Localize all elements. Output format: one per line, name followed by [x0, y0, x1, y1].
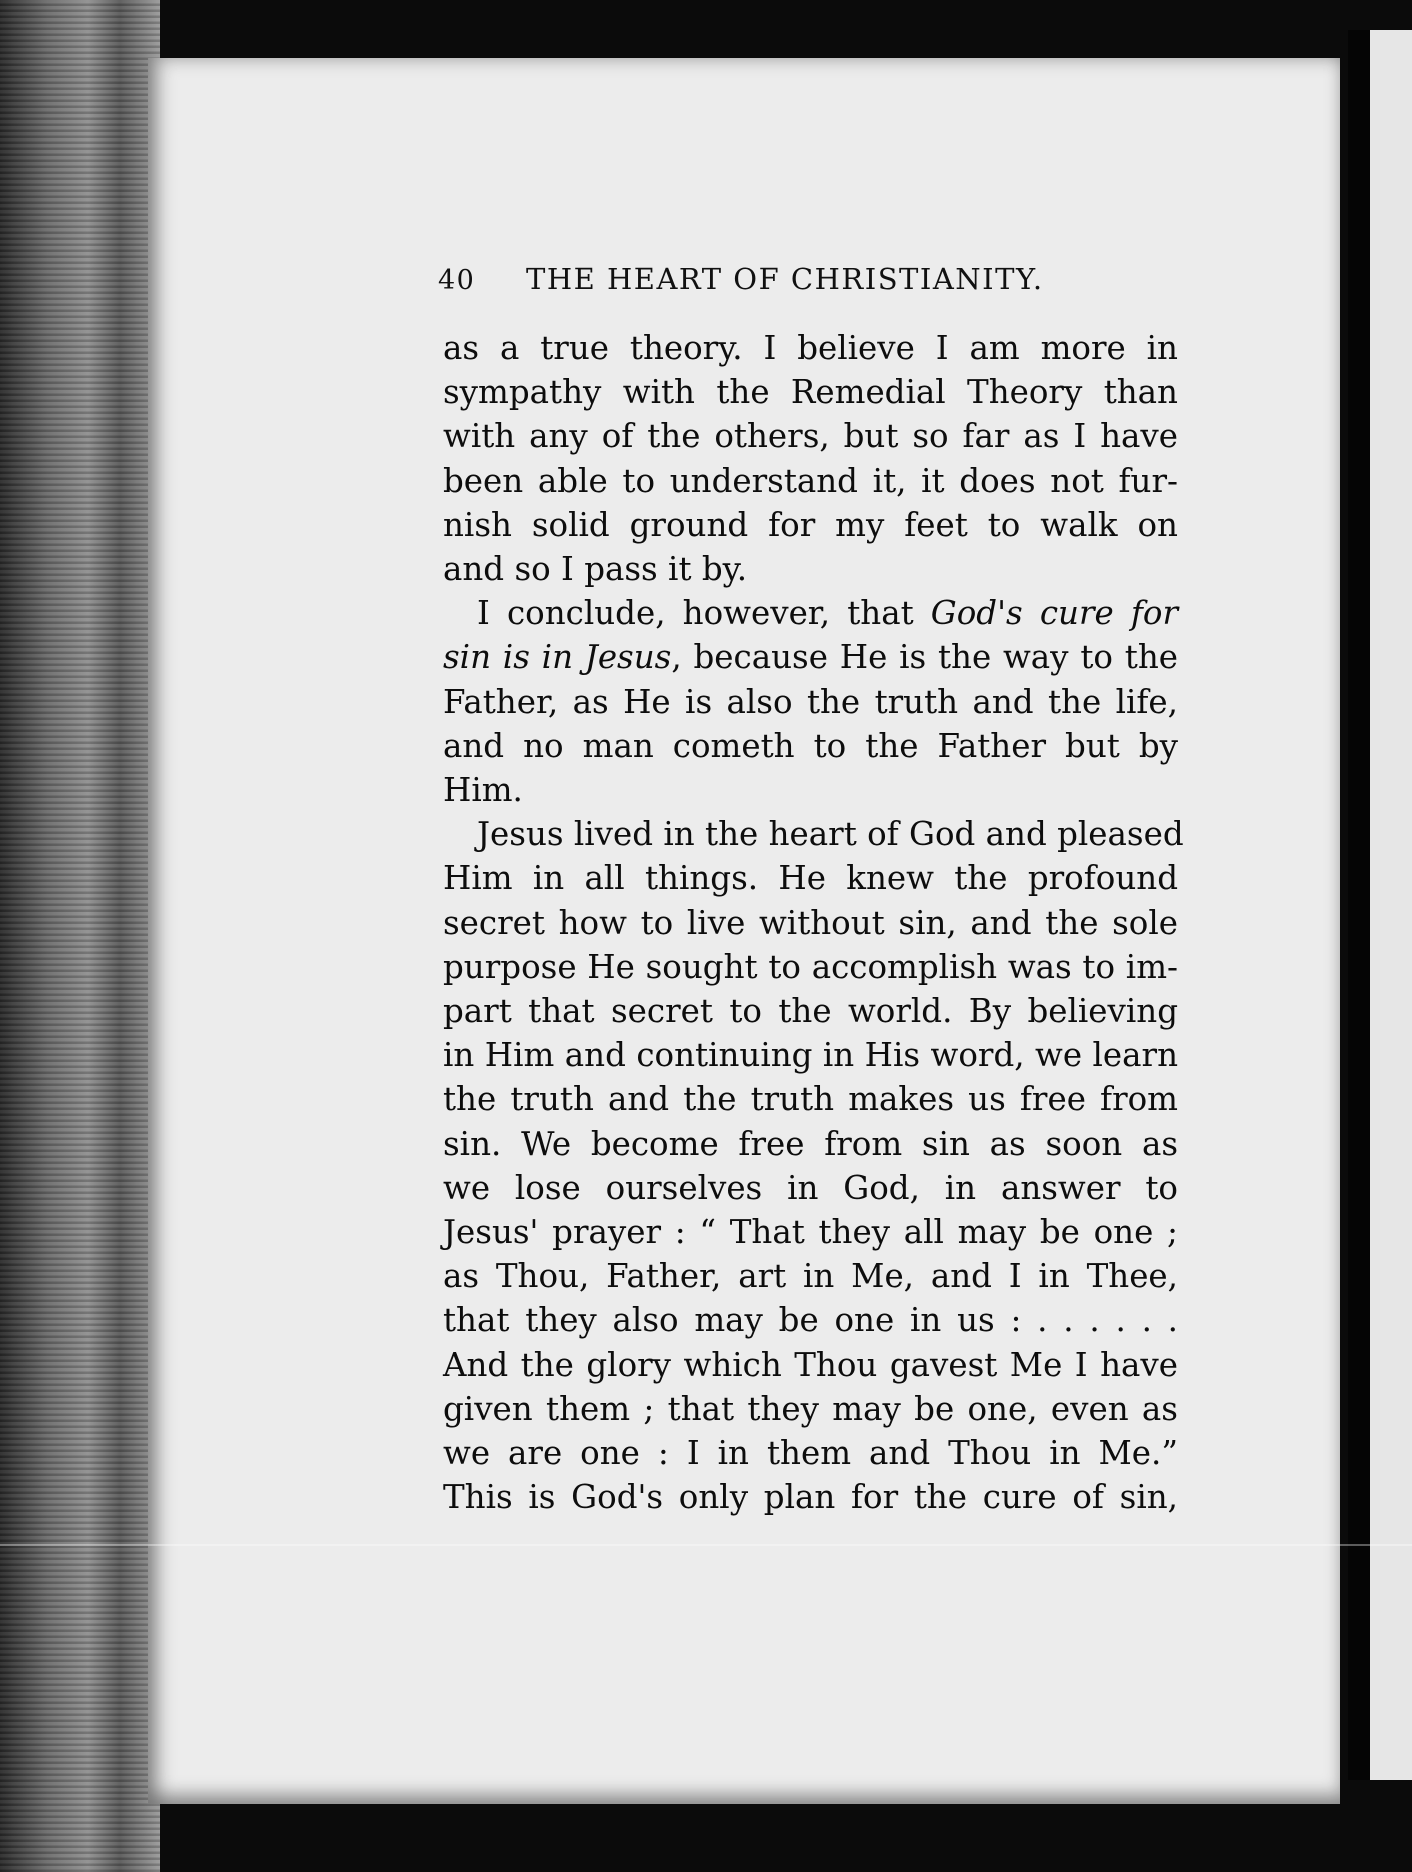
text-line: And the glory which Thou gavest Me I have [443, 1345, 1178, 1384]
text-line: given them ; that they may be one, even as [443, 1389, 1178, 1428]
book-binding-edge [0, 0, 160, 1872]
adjacent-page-edge [1370, 30, 1412, 1780]
text-line: Father, as He is also the truth and the life, [443, 682, 1178, 721]
text-line: This is God's only plan for the cure of sin, [443, 1478, 1178, 1517]
scan-artifact-line [0, 1544, 1412, 1546]
text-line: and so I pass it by. [443, 550, 748, 589]
text-line: that they also may be one in us : . . . . . . [443, 1301, 1178, 1340]
text-line: the truth and the truth makes us free from [443, 1080, 1178, 1119]
text-line-mixed [443, 591, 1178, 635]
text-line: nish solid ground for my feet to walk on [443, 505, 1178, 544]
text-line: Jesus lived in the heart of God and pleased [477, 815, 1184, 854]
running-head [438, 262, 1198, 296]
text-line-mixed [443, 635, 1178, 679]
text-line: sin. We become free from sin as soon as [443, 1124, 1178, 1163]
page-body-text [443, 326, 1184, 1519]
text-run: I conclude, however, that [477, 594, 931, 633]
text-line: as a true theory. I believe I am more in [443, 329, 1178, 367]
text-line: as Thou, Father, art in Me, and I in Thee, [443, 1257, 1178, 1296]
running-title: THE HEART OF CHRISTIANITY. [526, 262, 1044, 296]
text-line: part that secret to the world. By believing [443, 992, 1178, 1031]
text-line: sympathy with the Remedial Theory than [443, 373, 1178, 412]
text-line: with any of the others, but so far as I have [443, 417, 1178, 456]
text-line: we are one : I in them and Thou in Me.” [443, 1434, 1178, 1473]
text-line: purpose He sought to accomplish was to im- [443, 947, 1178, 986]
text-line: secret how to live without sin, and the sole [443, 903, 1178, 942]
text-line: Him. [443, 771, 523, 810]
text-line: Him in all things. He knew the profound [443, 859, 1178, 898]
text-line: we lose ourselves in God, in answer to [443, 1168, 1178, 1207]
text-run: , because He is the way to the [671, 638, 1178, 677]
italic-run: sin is in Jesus [443, 638, 672, 677]
page-number: 40 [438, 265, 476, 296]
text-line: been able to understand it, it does not fur- [443, 461, 1178, 500]
text-line: Jesus' prayer : “ That they all may be one ; [443, 1213, 1178, 1252]
text-line: in Him and continuing in His word, we learn [443, 1036, 1178, 1075]
italic-run: God's cure for [930, 594, 1178, 633]
text-line: and no man cometh to the Father but by [443, 726, 1178, 765]
